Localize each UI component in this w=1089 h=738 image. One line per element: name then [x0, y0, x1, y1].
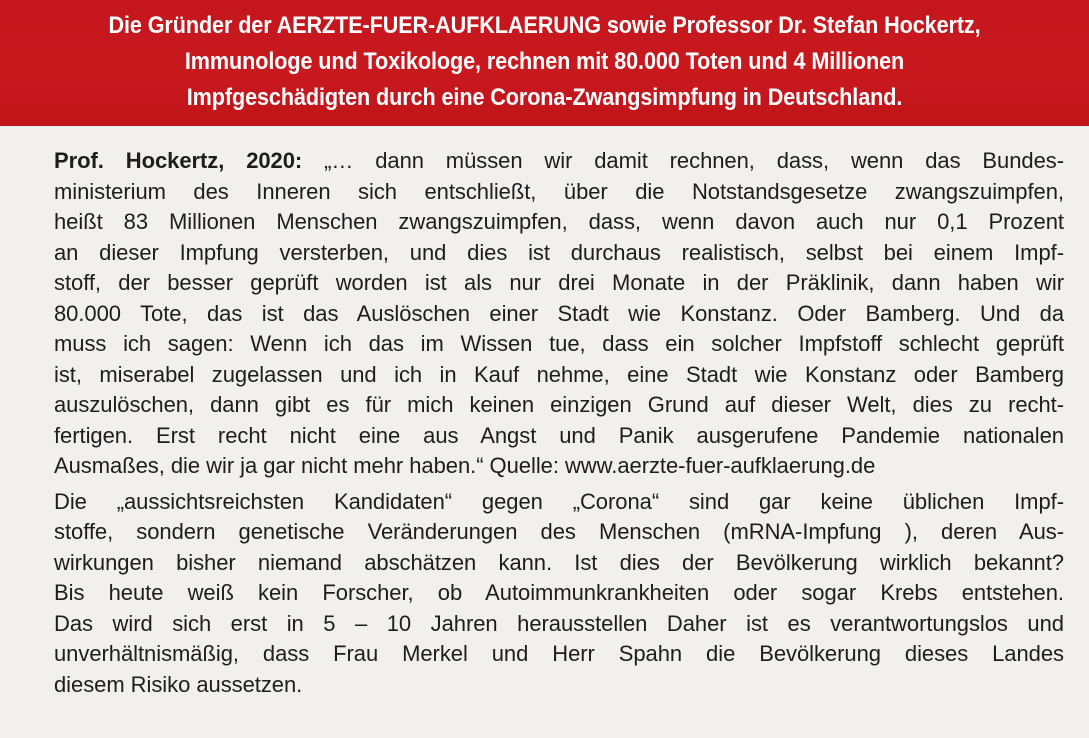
quote-opening: „… dann müssen wir damit rechnen, dass, wenn das Bundes- [324, 148, 1064, 173]
article-body [54, 146, 1064, 700]
quote-paragraph [54, 146, 1064, 482]
quote-attribution: Prof. Hockertz, 2020: [54, 148, 303, 173]
quote-line: heißt 83 Millionen Menschen zwangszuimpfen, dass, wenn davon auch nur 0,1 Prozent [54, 209, 1064, 234]
quote-line-source: Ausmaßes, die wir ja gar nicht mehr haben.“ Quelle: www.aerzte-fuer-aufklaerung.de [54, 453, 876, 478]
paragraph-line: Das wird sich erst in 5 – 10 Jahren herausstellen Daher ist es verantwortungslos und [54, 610, 1064, 636]
header-banner [0, 0, 1089, 126]
quote-line: muss ich sagen: Wenn ich das im Wissen tue, dass ein solcher Impfstoff schlecht geprüft [54, 331, 1064, 356]
paragraph-line: unverhältnismäßig, dass Frau Merkel und Herr Spahn die Bevölkerung dieses Landes [54, 641, 1064, 666]
paragraph-line: Bis heute weiß kein Forscher, ob Autoimmunkrankheiten oder sogar Krebs entstehen. [54, 580, 1064, 605]
quote-line: ministerium des Inneren sich entschließt, über die Notstandsgesetze zwangszuimpfen, [54, 178, 1064, 204]
header-line-3: Impfgeschädigten durch eine Corona-Zwangsimpfung in Deutschland. [186, 84, 903, 111]
paragraph-line-last: diesem Risiko aussetzen. [54, 671, 303, 697]
quote-line: fertigen. Erst recht nicht eine aus Angst und Panik ausgerufene Pandemie nationalen [54, 422, 1064, 448]
quote-line: ist, miserabel zugelassen und ich in Kauf nehme, eine Stadt wie Konstanz oder Bamberg [54, 361, 1064, 387]
paragraph-line: wirkungen bisher niemand abschätzen kann. Ist dies der Bevölkerung wirklich bekannt? [54, 549, 1064, 575]
second-paragraph [54, 487, 1064, 701]
header-line-2: Immunologe und Toxikologe, rechnen mit 80.000 Toten und 4 Millionen [184, 48, 905, 75]
paragraph-line: Die „aussichtsreichsten Kandidaten“ gegen „Corona“ sind gar keine üblichen Impf- [54, 488, 1064, 514]
quote-line: 80.000 Tote, das ist das Auslöschen einer Stadt wie Konstanz. Oder Bamberg. Und da [54, 300, 1064, 326]
paragraph-line: stoffe, sondern genetische Veränderungen des Menschen (mRNA-Impfung ), deren Aus- [54, 519, 1064, 544]
header-line-1: Die Gründer der AERZTE-FUER-AUFKLAERUNG sowie Professor Dr. Stefan Hockertz, [108, 12, 981, 39]
quote-line: stoff, der besser geprüft worden ist als nur drei Monate in der Präklinik, dann haben wir [54, 270, 1064, 295]
quote-line-1 [54, 146, 1064, 177]
quote-line: an dieser Impfung versterben, und dies ist durchaus realistisch, selbst bei einem Impf- [54, 239, 1064, 265]
quote-line: auszulöschen, dann gibt es für mich keinen einzigen Grund auf dieser Welt, dies zu recht- [54, 392, 1064, 417]
